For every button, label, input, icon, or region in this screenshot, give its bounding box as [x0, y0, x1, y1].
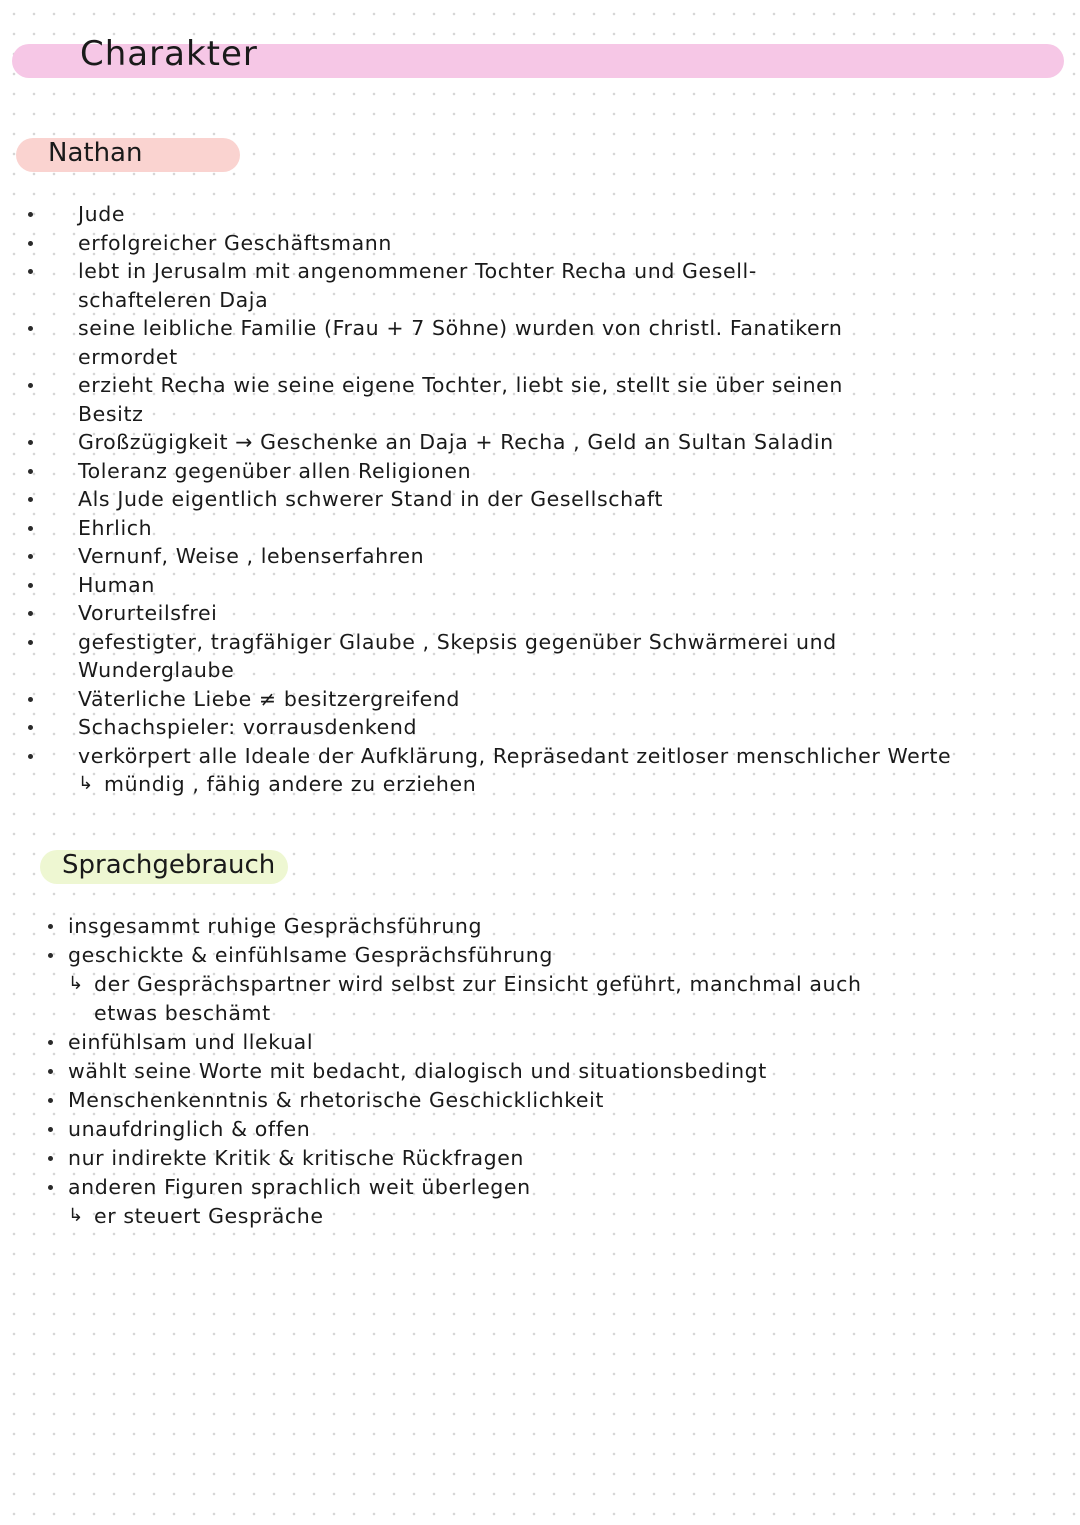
list-item — [44, 1115, 1044, 1144]
list-item — [28, 314, 1048, 371]
sub-arrow-icon: ↳ — [68, 1205, 84, 1226]
list-item — [44, 1173, 1044, 1231]
sub-item — [68, 1202, 1044, 1231]
list-item — [28, 457, 1048, 486]
list-item-text: seine leibliche Familie (Frau + 7 Söhne) wurden von christl. Fanatikern ermordet — [78, 316, 843, 369]
list-item-text: erzieht Recha wie seine eigene Tochter, liebt sie, stellt sie über seinen Besitz — [78, 373, 843, 426]
list-item — [28, 229, 1048, 258]
list-item-text: Schachspieler: vorrausdenkend — [78, 715, 418, 739]
list-item-text: Human — [78, 572, 155, 597]
bullet-icon — [28, 383, 33, 388]
sub-item-text: der Gesprächspartner wird selbst zur Einsicht geführt, manchmal auch etwas beschämt — [94, 972, 862, 1025]
sub-item — [68, 970, 1044, 1028]
bullet-icon — [48, 1185, 53, 1190]
list-item — [28, 542, 1048, 571]
list-item — [44, 1057, 1044, 1086]
list-item — [28, 485, 1048, 514]
bullet-icon — [28, 241, 33, 246]
list-item-text: anderen Figuren sprachlich weit überlegen — [68, 1175, 531, 1199]
list-item-text: wählt seine Worte mit bedacht, dialogisch und situationsbedingt — [68, 1059, 767, 1083]
list-item — [28, 371, 1048, 428]
bullet-icon — [48, 1156, 53, 1161]
sub-arrow-icon: ↳ — [68, 973, 84, 994]
bullet-icon — [28, 326, 33, 331]
list-item-text: Ehrlich — [78, 515, 153, 540]
bullet-icon — [48, 1098, 53, 1103]
bullet-icon — [28, 469, 33, 474]
bullet-icon — [48, 1127, 53, 1132]
bullet-icon — [28, 526, 33, 531]
list-item — [28, 742, 1048, 799]
list-item — [28, 428, 1048, 457]
list-item — [44, 941, 1044, 1028]
sub-item-text: er steuert Gespräche — [94, 1204, 324, 1228]
list-item-text: Als Jude eigentlich schwerer Stand in der Gesellschaft — [78, 487, 663, 511]
sub-item-text: mündig , fähig andere zu erziehen — [104, 772, 477, 796]
list-item — [28, 713, 1048, 742]
list-item-text: Väterliche Liebe ≠ besitzergreifend — [78, 686, 461, 711]
list-item-text: unaufdringlich & offen — [68, 1117, 311, 1141]
nathan-heading: Nathan — [48, 138, 143, 168]
list-item-text: nur indirekte Kritik & kritische Rückfragen — [68, 1146, 525, 1170]
bullet-icon — [28, 640, 33, 645]
list-item — [28, 200, 1048, 229]
list-item — [28, 514, 1048, 543]
sprachgebrauch-heading: Sprachgebrauch — [62, 850, 276, 880]
list-item — [28, 685, 1048, 714]
list-item-text: einfühlsam und llekual — [68, 1030, 314, 1054]
list-item-text: gefestigter, tragfähiger Glaube , Skepsis gegenüber Schwärmerei und Wunderglaube — [78, 629, 837, 682]
page-title: Charakter — [80, 34, 258, 74]
list-item — [44, 1028, 1044, 1057]
list-item — [44, 1144, 1044, 1173]
list-item — [44, 912, 1044, 941]
list-item-text: Vernunf, Weise , lebenserfahren — [78, 544, 425, 568]
sub-item — [78, 770, 1048, 799]
list-item-text: lebt in Jerusalm mit angenommener Tochter Recha und Gesell- schafteleren Daja — [78, 259, 757, 312]
list-item-text: insgesammt ruhige Gesprächsführung — [68, 914, 483, 938]
list-item — [28, 571, 1048, 600]
list-item — [28, 628, 1048, 685]
list-item — [44, 1086, 1044, 1115]
list-item-text: Menschenkenntnis & rhetorische Geschicklichkeit — [68, 1088, 605, 1112]
bullet-icon — [28, 583, 33, 588]
bullet-icon — [48, 1040, 53, 1045]
nathan-traits-list — [28, 200, 1048, 799]
bullet-icon — [28, 697, 33, 702]
bullet-icon — [28, 554, 33, 559]
bullet-icon — [28, 725, 33, 730]
bullet-icon — [28, 212, 33, 217]
list-item — [28, 599, 1048, 628]
list-item-text: Großzügigkeit → Geschenke an Daja + Recha , Geld an Sultan Saladin — [78, 430, 834, 454]
list-item-text: Toleranz gegenüber allen Religionen — [78, 458, 472, 483]
bullet-icon — [28, 754, 33, 759]
bullet-icon — [28, 440, 33, 445]
bullet-icon — [48, 1069, 53, 1074]
list-item-text: erfolgreicher Geschäftsmann — [78, 230, 392, 255]
bullet-icon — [48, 924, 53, 929]
bullet-icon — [28, 497, 33, 502]
bullet-icon — [28, 269, 33, 274]
bullet-icon — [48, 953, 53, 958]
bullet-icon — [28, 611, 33, 616]
list-item-text: Jude — [78, 202, 126, 226]
sprachgebrauch-list — [44, 912, 1044, 1231]
list-item-text: Vorurteilsfrei — [78, 601, 218, 625]
sub-arrow-icon: ↳ — [78, 773, 94, 794]
list-item — [28, 257, 1048, 314]
list-item-text: geschickte & einfühlsame Gesprächsführung — [68, 943, 553, 967]
list-item-text: verkörpert alle Ideale der Aufklärung, Repräsedant zeitloser menschlicher Werte — [78, 743, 952, 768]
